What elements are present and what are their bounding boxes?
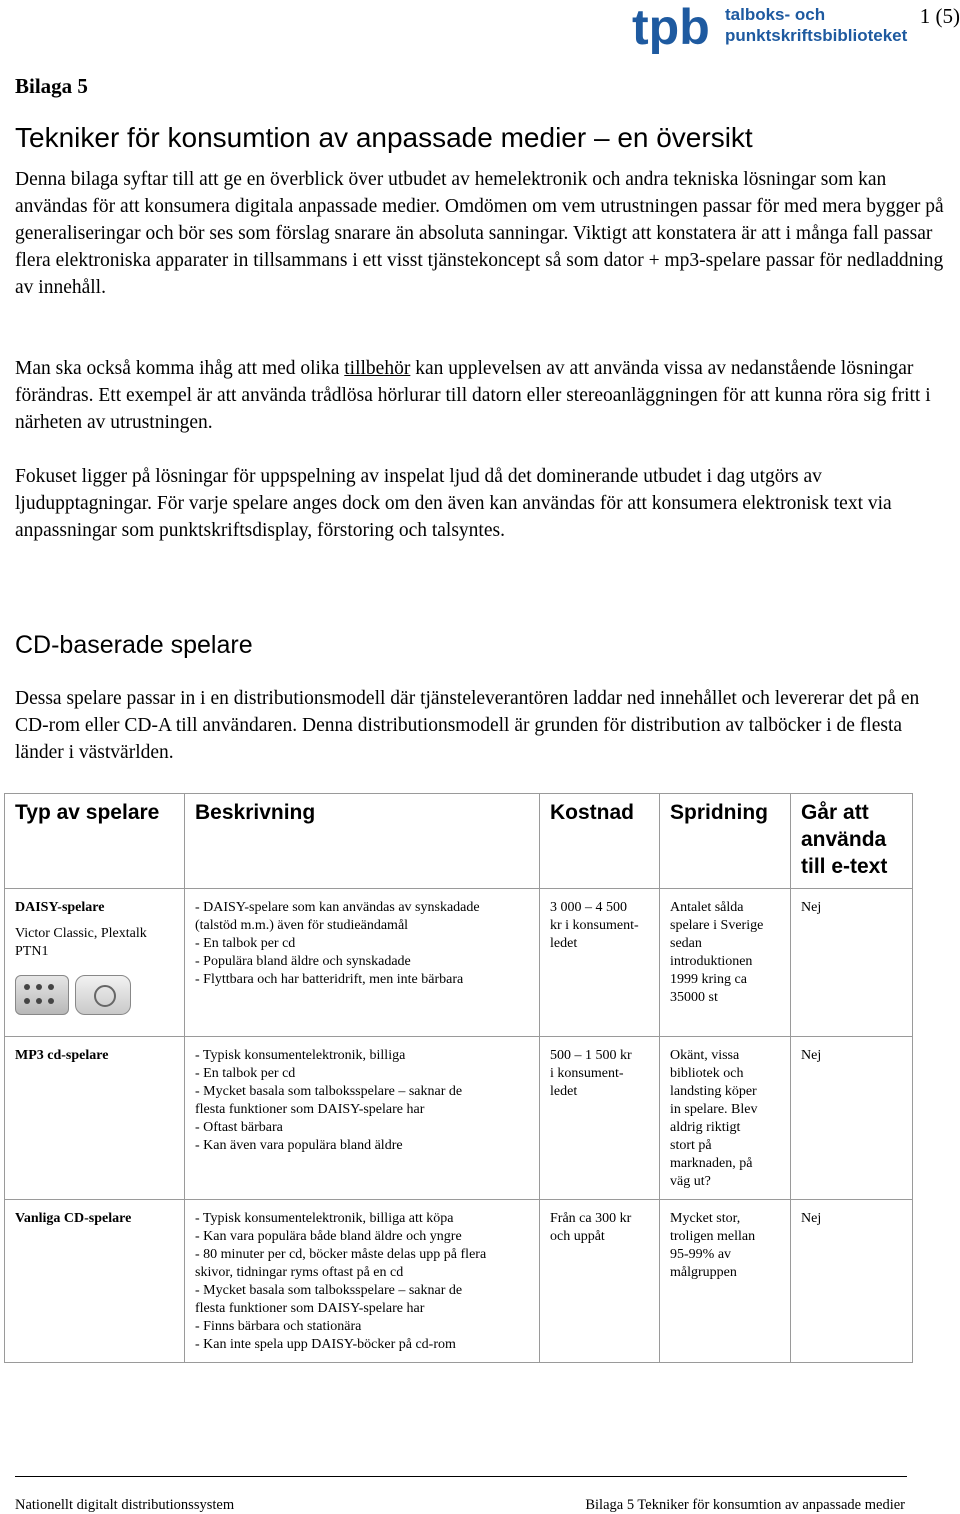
cell-cost — [540, 1200, 660, 1363]
spread-line: troligen mellan — [670, 1229, 756, 1244]
cost-line: 3 000 – 4 500 — [550, 900, 627, 915]
description-line: - En talbok per cd — [195, 936, 296, 951]
page-number: 1 (5) — [919, 4, 960, 28]
para2-text-before: Man ska också komma ihåg att med olika — [15, 358, 345, 379]
description-line: - En talbok per cd — [195, 1066, 296, 1081]
header-cost: Kostnad — [540, 794, 660, 889]
description-line: flesta funktioner som DAISY-spelare har — [195, 1102, 425, 1117]
cell-description — [185, 889, 540, 1037]
spread-line: in spelare. Blev — [670, 1102, 758, 1117]
para2-text-after: kan upplevelsen av att använda vissa av nedanstående lösningar förändras. Ett exempel är att använda trådlösa hörlurar till datorn eller stereoanläggningen för att kunna röra sig fritt i närheten av utrustningen. — [15, 358, 931, 433]
cost-line: 500 – 1 500 kr — [550, 1048, 632, 1063]
description-line: - 80 minuter per cd, böcker måste delas upp på flera — [195, 1247, 487, 1262]
footer-right-text: Bilaga 5 Tekniker för konsumtion av anpassade medier — [585, 1497, 905, 1513]
page-title: Tekniker för konsumtion av anpassade medier – en översikt — [15, 122, 753, 153]
spread-line: introduktionen — [670, 954, 753, 969]
description-line: - Mycket basala som talboksspelare – saknar de — [195, 1084, 463, 1099]
spread-line: Okänt, vissa — [670, 1048, 740, 1063]
description-line: - Kan inte spela upp DAISY-böcker på cd-rom — [195, 1337, 456, 1352]
player-models: Victor Classic, Plextalk PTN1 — [15, 926, 147, 959]
spread-line: spelare i Sverige — [670, 918, 764, 933]
footer-divider — [15, 1476, 907, 1477]
cell-type — [5, 889, 185, 1037]
logo-text — [725, 4, 907, 46]
cost-line: kr i konsument- — [550, 918, 639, 933]
description-line: - DAISY-spelare som kan användas av synskadade — [195, 900, 480, 915]
cell-cost — [540, 889, 660, 1037]
header-type: Typ av spelare — [5, 794, 185, 889]
cell-cost — [540, 1037, 660, 1200]
table-row — [5, 1200, 913, 1363]
intro-paragraph: Denna bilaga syftar till att ge en överblick över utbudet av hemelektronik och andra tekniska lösningar som kan användas för att konsumera digitala anpassade medier. Omdömen om vem utrustningen passar för med mera bygger på generaliseringar och bör ses som förslag snarare än absoluta sanningar. Viktigt att konstatera är att i många fall passar flera elektroniska apparater in tillsammans i ett visst tjänstekoncept så som dator + mp3-spelare passar för nedladdning av innehåll. — [15, 169, 944, 298]
spread-line: stort på — [670, 1138, 712, 1153]
cell-etext: Nej — [791, 1037, 913, 1200]
logo-line-2: punktskriftsbiblioteket — [725, 26, 908, 45]
spread-line: 1999 kring ca — [670, 972, 747, 987]
description-line: - Populära bland äldre och synskadade — [195, 954, 411, 969]
tpb-logo-mark — [630, 0, 720, 54]
description-line: - Kan vara populära både bland äldre och yngre — [195, 1229, 462, 1244]
description-line: - Mycket basala som talboksspelare – saknar de — [195, 1283, 463, 1298]
player-type: Vanliga CD-spelare — [15, 1211, 132, 1226]
spread-line: väg ut? — [670, 1174, 711, 1189]
plextalk-image — [75, 975, 131, 1015]
player-type: MP3 cd-spelare — [15, 1048, 109, 1063]
cell-description — [185, 1200, 540, 1363]
description-line: - Flyttbara och har batteridrift, men inte bärbara — [195, 972, 464, 987]
cost-line: och uppåt — [550, 1229, 605, 1244]
spread-line: Mycket stor, — [670, 1211, 741, 1226]
table-row — [5, 889, 913, 1037]
description-line: - Kan även vara populära bland äldre — [195, 1138, 403, 1153]
section-paragraph: Dessa spelare passar in i en distributionsmodell där tjänsteleverantören laddar ned innehållet och levererar det på en CD-rom eller CD-A till användaren. Denna distributionsmodell är grunden för distribution av talböcker i de flesta länder i västvärlden. — [15, 688, 920, 763]
cell-etext: Nej — [791, 889, 913, 1037]
spread-line: sedan — [670, 936, 702, 951]
cell-spread — [660, 889, 791, 1037]
svg-text:tpb: tpb — [632, 0, 710, 54]
cell-spread — [660, 1037, 791, 1200]
description-line: flesta funktioner som DAISY-spelare har — [195, 1301, 425, 1316]
description-line: skivor, tidningar ryms oftast på en cd — [195, 1265, 404, 1280]
tpb-logo — [630, 0, 908, 56]
players-table — [4, 793, 913, 1363]
accessories-paragraph — [15, 355, 945, 436]
spread-line: 95-99% av — [670, 1247, 732, 1262]
footer-left-text: Nationellt digitalt distributionssystem — [15, 1497, 235, 1513]
cost-line: ledet — [550, 936, 578, 951]
description-line: (talstöd m.m.) även för studieändamål — [195, 918, 409, 933]
focus-paragraph: Fokuset ligger på lösningar för uppspelning av inspelat ljud då det dominerande utbudet i dag utgörs av ljudupptagningar. För varje spelare anges dock om den även kan användas för att konsumera elektronisk text via anpassningar som punktskriftsdisplay, förstoring och talsyntes. — [15, 466, 892, 541]
appendix-label: Bilaga 5 — [15, 74, 88, 98]
table-row — [5, 1037, 913, 1200]
spread-line: Antalet sålda — [670, 900, 744, 915]
cell-type — [5, 1200, 185, 1363]
cost-line: Från ca 300 kr — [550, 1211, 632, 1226]
description-line: - Typisk konsumentelektronik, billiga — [195, 1048, 406, 1063]
description-line: - Oftast bärbara — [195, 1120, 283, 1135]
cell-description — [185, 1037, 540, 1200]
cell-spread — [660, 1200, 791, 1363]
cell-type — [5, 1037, 185, 1200]
description-line: - Typisk konsumentelektronik, billiga att köpa — [195, 1211, 454, 1226]
description-line: - Finns bärbara och stationära — [195, 1319, 362, 1334]
cost-line: ledet — [550, 1084, 578, 1099]
header-etext: Går att använda till e-text — [791, 794, 913, 889]
spread-line: bibliotek och — [670, 1066, 744, 1081]
spread-line: aldrig riktigt — [670, 1120, 741, 1135]
spread-line: målgruppen — [670, 1265, 737, 1280]
spread-line: marknaden, på — [670, 1156, 753, 1171]
spread-line: landsting köper — [670, 1084, 757, 1099]
victor-classic-image — [15, 975, 69, 1015]
spread-line: 35000 st — [670, 990, 718, 1005]
player-type: DAISY-spelare — [15, 900, 105, 915]
player-images — [15, 975, 174, 1015]
header-spread: Spridning — [660, 794, 791, 889]
cell-etext: Nej — [791, 1200, 913, 1363]
accessories-link[interactable]: tillbehör — [344, 358, 411, 379]
section-heading: CD-baserade spelare — [15, 631, 253, 659]
logo-line-1: talboks- och — [725, 5, 826, 24]
table-header-row — [5, 794, 913, 889]
cost-line: i konsument- — [550, 1066, 624, 1081]
header-description: Beskrivning — [185, 794, 540, 889]
